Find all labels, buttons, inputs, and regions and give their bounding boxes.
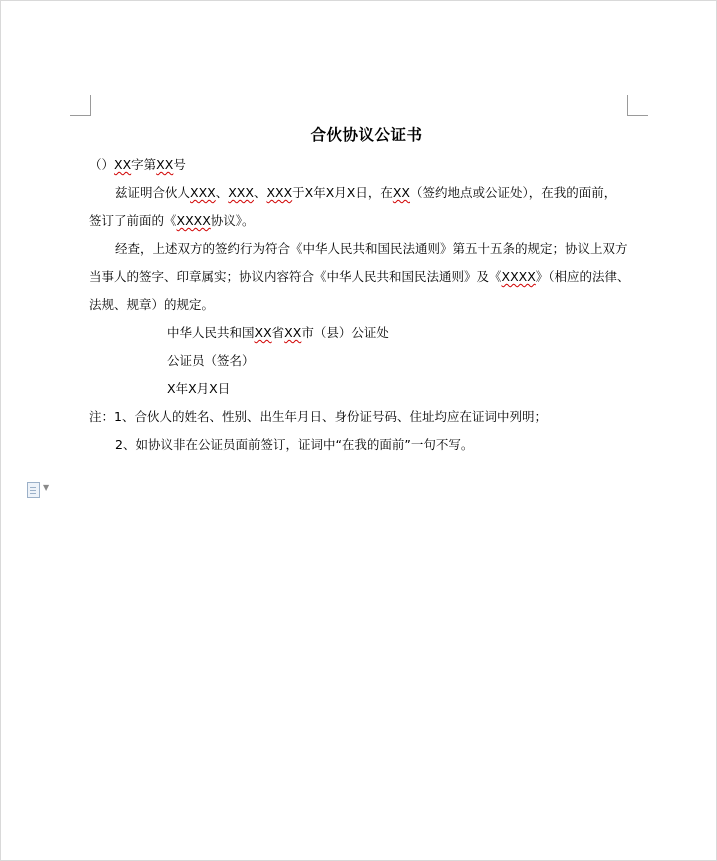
notary-office-line: 中华人民共和国XX省XX市（县）公证处	[167, 325, 389, 340]
document-icon	[27, 482, 40, 498]
document-title: 合伙协议公证书	[310, 126, 423, 144]
notary-signature-line: 公证员（签名）	[167, 353, 255, 368]
crop-mark-top-left	[70, 95, 91, 116]
paste-options-button[interactable]	[27, 481, 57, 499]
note-line-2: 2、如协议非在公证员面前签订，证词中“在我的面前”一句不写。	[115, 437, 474, 452]
note-line-1: 注：1、合伙人的姓名、性别、出生年月日、身份证号码、住址均应在证词中列明；	[89, 409, 547, 424]
document-body[interactable]	[89, 119, 644, 459]
paragraph-1-line-2: 签订了前面的《XXXX协议》。	[89, 213, 255, 228]
date-line: X年X月X日	[167, 381, 231, 396]
crop-mark-top-right	[627, 95, 648, 116]
paragraph-2-line-1: 经查，上述双方的签约行为符合《中华人民共和国民法通则》第五十五条的规定；协议上双方	[115, 241, 628, 256]
paragraph-1-line-1: 兹证明合伙人XXX、XXX、XXX于X年X月X日，在XX（签约地点或公证处），在我的面前，	[115, 185, 617, 200]
case-number-line: （）XX字第XX号	[89, 157, 186, 172]
dropdown-caret-icon: ▼	[43, 483, 50, 492]
paragraph-2-line-2: 当事人的签字、印章属实；协议内容符合《中华人民共和国民法通则》及《XXXX》（相应的法律、	[89, 269, 630, 284]
paragraph-2-line-3: 法规、规章）的规定。	[89, 297, 215, 312]
